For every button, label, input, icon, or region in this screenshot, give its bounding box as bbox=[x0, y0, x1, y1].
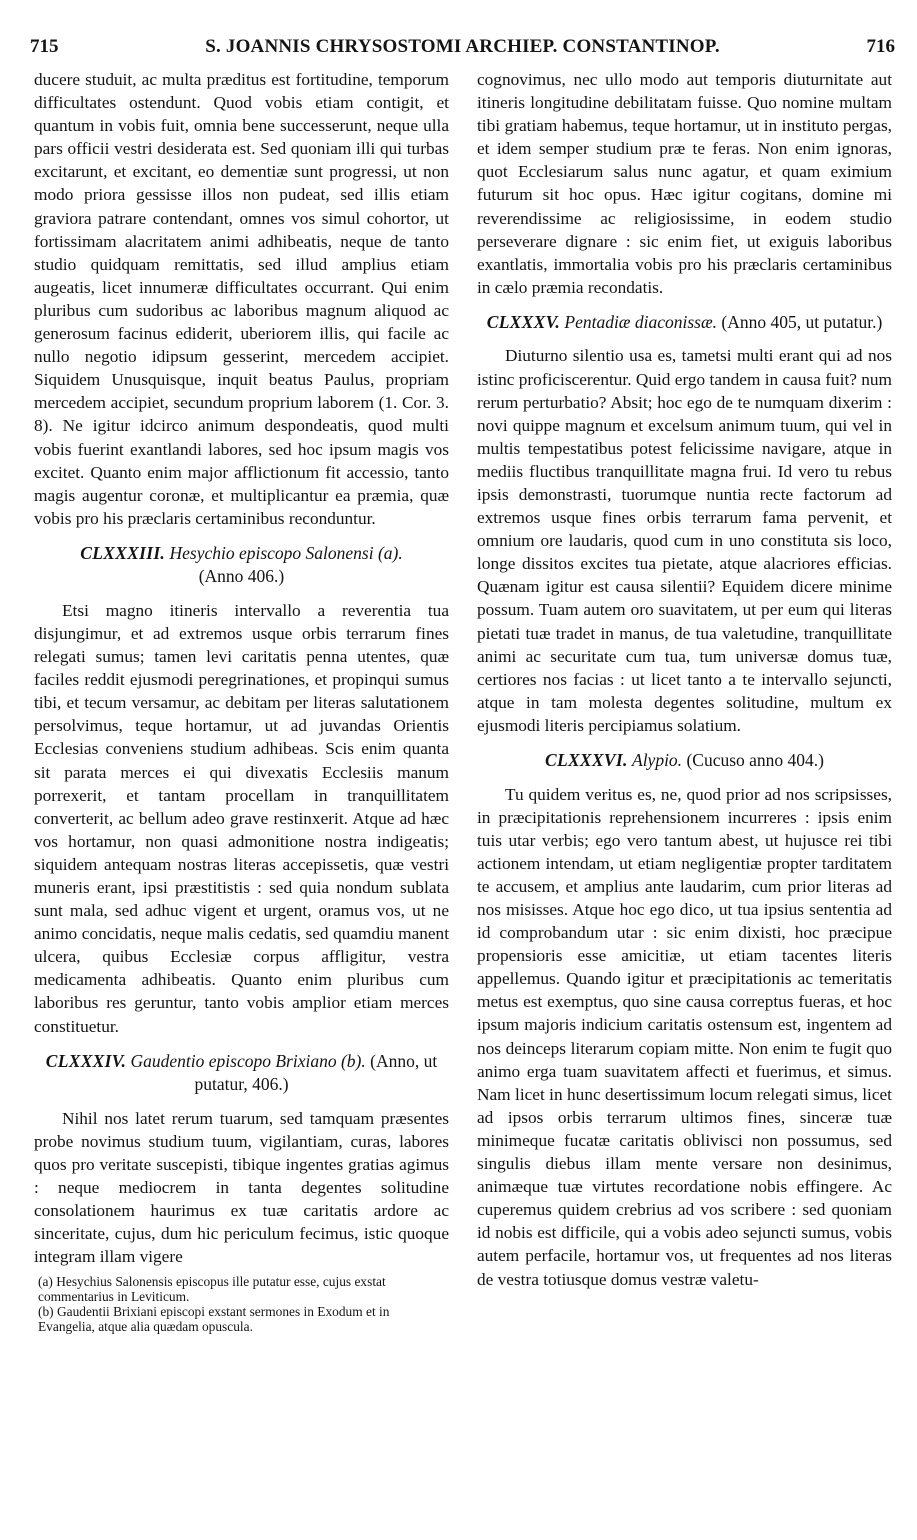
letter-date: (Anno 405, ut putatur.) bbox=[721, 311, 883, 332]
letter-number: CLXXXV. bbox=[486, 311, 560, 332]
paragraph: cognovimus, nec ullo modo aut temporis diuturnitate aut itineris longitudine debilitatam fuisse. Quo nomine multam tibi gratiam habemus, teque hortamur, ut in instituto pergas, et idem semper studium præ te feras. Non enim ignoras, quot Ecclesiarum salus nunc agatur, et quam eximium futurum sit hoc opus. Hæc igitur cogitans, domine mi reverendissime ac religiosissime, in eodem studio perseverare dignare : sic enim fiet, ut exiguis laboribus exantlatis, immortalia vobis pro his præclaris certaminibus in cælo præmia recondatis. bbox=[477, 70, 892, 297]
footnote-b: (b) Gaudentii Brixiani episcopi exstant sermones in Exodum et in Evangelia, atque alia quædam opuscula. bbox=[38, 1304, 390, 1335]
paragraph: ducere studuit, ac multa præditus est fortitudine, temporum difficultates ostendunt. Quod vobis etiam contigit, et quantum in vobis fuit, omnia bene successerunt, neque ulla pars officii vestri desiderata est. Sed quoniam illi qui turbas excitarunt, et excitant, eo dementiæ sunt progressi, ut non modo priora gessisse illos non pudeat, sed illis etiam graviora patrare contendant, omnes vos simul cohortor, ut fortissimam alacritatem animi adhibeatis, neque de tanto studio quidquam remittatis, sed illud amplius etiam augeatis, licet innumeræ difficultates occurrant. Qui enim pluribus cum sudoribus ac laboribus magnum aliquod ac generosum facinus ediderit, uberiorem illis, qui facile ac nullo negotio idipsum gesserint, mercedem accipiet. Siquidem Unusquisque, inquit beatus Paulus, propriam mercedem accipiet, secundum proprium laborem (1. Cor. 3. 8). Ne igitur idcirco animum despondeatis, quod multi vobis fuerint exantlandi labores, sed hoc ipsum magis vos excitet. Quanto enim major afflictionum fit accessio, tanto magis augentur coronæ, et multiplicantur ea præmia, quæ vobis pro his præclaris certaminibus reconduntur. bbox=[34, 70, 449, 528]
letter-heading-185 bbox=[477, 311, 892, 335]
letter-addressee: Hesychio episcopo Salonensi (a). bbox=[169, 542, 403, 563]
letter-addressee: Alypio. bbox=[632, 750, 683, 771]
footnotes bbox=[34, 1274, 449, 1334]
page-number-left: 715 bbox=[30, 36, 59, 57]
letter-number: CLXXXIII. bbox=[80, 542, 166, 563]
left-column bbox=[34, 68, 449, 1334]
page-number-right: 716 bbox=[866, 36, 895, 57]
letter-addressee: Pentadiæ diaconissæ. bbox=[564, 311, 718, 332]
running-header bbox=[30, 36, 895, 66]
right-column bbox=[477, 68, 892, 1291]
letter-addressee: Gaudentio episcopo Brixiano (b). bbox=[130, 1050, 366, 1071]
letter-number: CLXXXVI. bbox=[544, 750, 628, 771]
letter-heading-186 bbox=[477, 749, 892, 773]
running-title: S. JOANNIS CHRYSOSTOMI ARCHIEP. CONSTANTINOP. bbox=[205, 36, 720, 57]
paragraph: Diuturno silentio usa es, tametsi multi erant qui ad nos istinc proficiscerentur. Quid ergo tandem in causa fuit? num rerum perturbatio? Absit; hoc ego de te numquam dixerim : novi quippe magnum et excelsum animum tuum, qui vel in multis tempestatibus potest felicissime navigare, atque in mediis fluctibus tranquillitate magna frui. Id vero tu rebus ipsis demonstrasti, tuorumque nuntia recte factorum ad extremos usque fines orbis terrarum fama pervenit, et omnium ore laudaris, quod cum in uno constituta sis loco, longe dissitos excites tua pietate, atque alacriores efficias. Quænam igitur est causa silentii? Equidem dicere minime possum. Tuam autem oro suavitatem, ut per eum qui literas pietati tuæ tradet in manus, de tua valetudine, tranquillitate animi ac securitate cum tua, tum universæ domus tuæ, certiores nos facias : ut licet tanto a te intervallo sejuncti, atque in tam molesta degentes solitudine, multum ex ejusmodi literis percipiamus solatium. bbox=[477, 346, 892, 735]
letter-heading-183 bbox=[34, 542, 449, 589]
letter-date: (Anno, ut putatur, 406.) bbox=[194, 1050, 438, 1095]
letter-number: CLXXXIV. bbox=[45, 1050, 127, 1071]
paragraph: Tu quidem veritus es, ne, quod prior ad nos scripsisses, in præcipitationis reprehensionem incurreres : ipsis enim tuis utar verbis; ego vero tantum abest, ut hujusce rei tibi actionem intendam, ut etiam negligentiæ propter tarditatem te accusem, et amplius ante laudarim, cum prior literas ad nos misisses. Atque hoc ego dico, ut tua ipsius sententia ad id comprobandum utar : sic enim dixisti, hoc præcipue propensioris esse amicitiæ, ut etiam tacentes literis appellemus. Quando igitur et præcipitationis ac temeritatis metus est exemptus, quo sine causa correptus fueras, et hoc ipsum majoris indicium caritatis ostensum est, ingentem ad nos deinceps literarum copiam mitte. Non enim te fugit quo animo erga tuam suavitatem affecti et fuerimus, et simus. Nam licet in hunc desertissimum locum relegati simus, licet ad ipsos orbis terrarum ultimos fines, sinceræ tuæ minimeque fucatæ caritatis oblivisci non possumus, sed singulis diebus illam mente versare non desinimus, animæque tuæ virtutes recordatione nobis effingere. Ac cuperemus quidem crebrius ad vos scribere : sed quoniam id nobis est difficile, qui a vobis adeo sejuncti sumus, vobis autem perfacile, hortamur vos, ut frequentes ad nos literas de vestra totiusque domus vestræ valetu- bbox=[477, 784, 892, 1289]
letter-date: (Anno 406.) bbox=[198, 566, 285, 587]
letter-heading-184 bbox=[34, 1050, 449, 1097]
letter-date: (Cucuso anno 404.) bbox=[686, 750, 824, 771]
footnote-a: (a) Hesychius Salonensis episcopus ille putatur esse, cujus exstat commentarius in Leviticum. bbox=[38, 1274, 386, 1305]
paragraph: Etsi magno itineris intervallo a reverentia tua disjungimur, et ad extremos usque orbis terrarum fines relegati sumus; tamen levi caritatis penna utentes, quæ faciles reddit ejusmodi peregrinationes, et propinqui sumus tibi, et tecum versamur, ac debitam per literas salutationem persolvimus, teque hortamur, ut ad juvandas Orientis Ecclesias conveniens studium adhibeas. Scis enim quanta sit parata merces ei qui divexatis Ecclesiis manum porrexerit, et tantam procellam in tranquillitatem converterit, ac bellum adeo grave restinxerit. Atque ad hæc vos hortamur, non quasi admonitione nostra indigeatis; siquidem antequam nostras literas accepissetis, quæ vestri muneris erant, ipsi præstitistis : sed quia nondum sublata sunt mala, sed adhuc vigent et urgent, oramus vos, ut ne animo concidatis, neque malis cedatis, sed quamdiu manent ulcera, quibus Ecclesiæ corpus affligitur, vestra medicamenta adhibeatis. Quanto enim pluribus cum laboribus res geruntur, tanto vobis amplior etiam merces constituetur. bbox=[34, 600, 449, 1036]
paragraph: Nihil nos latet rerum tuarum, sed tamquam præsentes probe novimus studium tuum, vigilantiam, curas, labores quos pro veritate suscepisti, tibique ingentes gratias agimus : neque mediocrem in tanta degentes solitudine consolationem haurimus ex tuæ caritatis ardore ac sinceritate, cujus, dum hic periculum fecimus, istic quoque integram illam vigere bbox=[34, 1108, 449, 1267]
